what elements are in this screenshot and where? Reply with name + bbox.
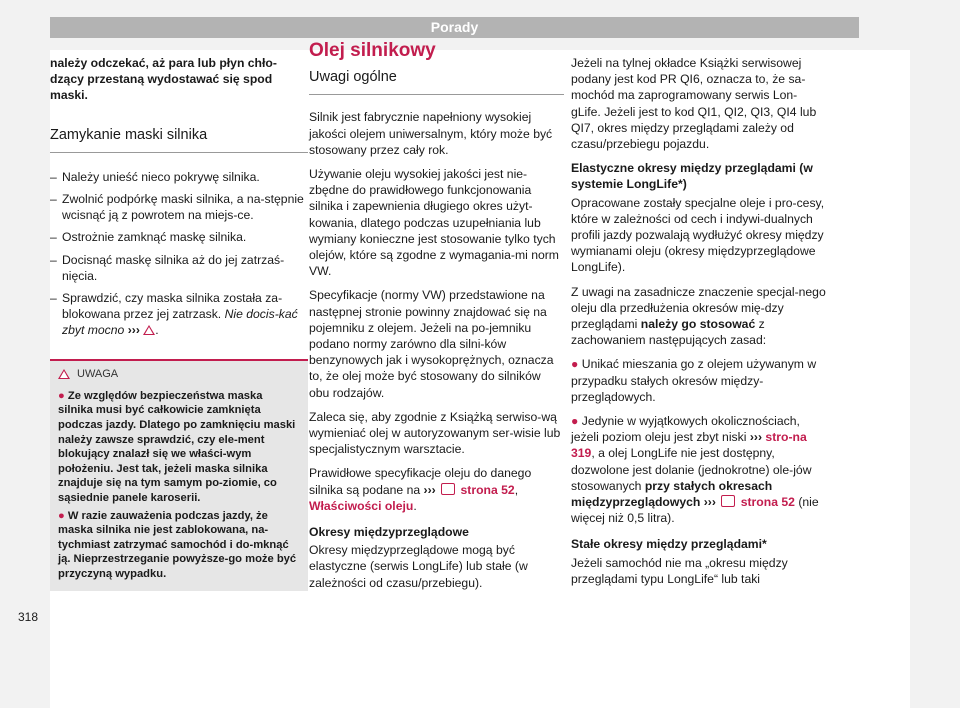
paragraph: Prawidłowe specyfikacje oleju do danego silnika są podane na ››› strona 52, Właściwości oleju. bbox=[309, 466, 532, 513]
list-item: ● Unikać mieszania go z olejem używanym w przypadku stałych okresów między-przeglądowych. bbox=[571, 357, 817, 404]
column-right bbox=[571, 55, 826, 595]
chapter-subtitle: Uwagi ogólne bbox=[309, 69, 564, 95]
warning-item: ● Ze względów bezpieczeństwa maska silnika musi być całkowicie zamknięta podczas jazdy. Dlatego po zamknięciu maski należy zawsze sprawdzić, czy ele-ment blokujący znalazł się we właści-wym położeniu. Jest tak, jeżeli maska silnika znajduje się na tym samym po-ziomie, co sąsiednie panele karoserii. bbox=[58, 389, 296, 504]
warning-icon bbox=[58, 369, 70, 379]
bullet-icon: ● bbox=[58, 509, 65, 522]
section-link[interactable]: Właściwości oleju bbox=[309, 498, 414, 513]
steps-list bbox=[50, 169, 308, 339]
subheading: Stałe okresy między przeglądami* bbox=[571, 537, 767, 552]
subheading: Elastyczne okresy między przeglądami (w systemie LongLife*) bbox=[571, 161, 813, 192]
subheading: Okresy międzyprzeglądowe bbox=[309, 525, 469, 540]
page-number: 318 bbox=[18, 610, 39, 624]
bullet-icon: ● bbox=[58, 389, 65, 402]
bullet-icon: ● bbox=[571, 357, 579, 372]
book-icon bbox=[441, 483, 455, 495]
list-item: – Ostrożnie zamknąć maskę silnika. bbox=[50, 230, 247, 245]
warning-label: UWAGA bbox=[77, 367, 119, 380]
bullet-icon: ● bbox=[571, 414, 579, 429]
section-title: Zamykanie maski silnika bbox=[50, 127, 308, 153]
page-ref-link[interactable]: strona 52 bbox=[460, 482, 515, 497]
column-left bbox=[50, 55, 308, 591]
paragraph: Zaleca się, aby zgodnie z Książką serwiso-wą wymieniać olej w autoryzowanym ser-wisie lub specjalistycznym warsztacie. bbox=[309, 409, 561, 457]
page-ref-link[interactable]: strona 52 bbox=[740, 495, 795, 510]
paragraph: Używanie oleju wysokiej jakości jest nie-zbędne do prawidłowego funkcjonowania silnika i zapewnienia długiego okres użyt-kowania, dlatego podczas uzupełniania lub wymiany konieczne jest stosowanie tylko tych olejów, które są zgodne z wymagania-mi norm VW. bbox=[309, 167, 559, 279]
see-note: Nie docis-kać zbyt mocno bbox=[62, 307, 298, 338]
page-header bbox=[50, 17, 859, 38]
list-item: ● Jedynie w wyjątkowych okolicznościach, jeżeli poziom oleju jest zbyt niski ››› stro-na 319, a olej LongLife nie jest dostępny, dozwolone jest dolanie (jednokrotne) ole-jów stosowanych przy stałych okresach międzyprzeglądowych ››› strona 52 (nie więcej niż 0,5 litra). bbox=[571, 414, 819, 526]
paragraph: Specyfikacje (normy VW) przedstawione na następnej stronie powinny znajdować się na pojemniku z olejem. Jeżeli na po-jemniku podano normy zarówno dla silni-ków benzynowych jak i wysokoprężnych, oznacza to, że olej może być stosowany do silników obu rodzajów. bbox=[309, 288, 554, 400]
list-item: – Zwolnić podpórkę maski silnika, a na-stępnie wcisnąć ją z powrotem na miejs-ce. bbox=[50, 192, 304, 223]
list-item: – Należy unieść nieco pokrywę silnika. bbox=[50, 169, 260, 184]
paragraph: Opracowane zostały specjalne oleje i pro-cesy, które w zależności od cech i indywi-dualnych profili jazdy pozwalają wydłużyć okresy między wymianami oleju (okresy międzyprzeglądowe LongLife). bbox=[571, 195, 825, 275]
paragraph: Jeżeli na tylnej okładce Książki serwisowej podany jest kod PR QI6, oznacza to, że sa-mochód ma zaprogramowany serwis Lon-gLife. Jeżeli jest to kod QI1, QI2, QI3, QI4 lub QI7, okres między przeglądami zależy od czasu/przebiegu pojazdu. bbox=[571, 56, 817, 152]
warning-icon bbox=[143, 325, 155, 335]
intro-text: należy odczekać, aż para lub płyn chło-dzący przestaną wydostawać się spod maski. bbox=[50, 56, 277, 103]
list-item: – Sprawdzić, czy maska silnika została za-blokowana przez jej zatrzask. Nie docis-kać zbyt mocno ››› . bbox=[50, 291, 298, 338]
column-middle bbox=[309, 40, 564, 599]
warning-item: ● W razie zauważenia podczas jazdy, że maska silnika nie jest zablokowana, na-tychmiast zatrzymać samochód i do-mknąć ją. Nieprzestrzeganie powyższe-go może być przyczyną wypadku. bbox=[58, 509, 297, 580]
warning-body bbox=[50, 387, 308, 591]
warning-header bbox=[50, 359, 308, 387]
arrow-link[interactable]: ››› bbox=[127, 323, 140, 338]
paragraph: Jeżeli samochód nie ma „okresu między przeglądami typu LongLife“ lub taki bbox=[571, 555, 788, 586]
chapter-title: Olej silnikowy bbox=[309, 40, 436, 61]
paragraph: Silnik jest fabrycznie napełniony wysokiej jakości olejem uniwersalnym, który może być stosowany przez cały rok. bbox=[309, 110, 553, 157]
warning-box bbox=[50, 359, 308, 591]
list-item: – Docisnąć maskę silnika aż do jej zatrzaś-nięcia. bbox=[50, 252, 285, 283]
page-ref-link[interactable]: stro-na 319 bbox=[571, 430, 807, 461]
paragraph: Z uwagi na zasadnicze znaczenie specjal-nego oleju dla przedłużenia okresów mię-dzy przeglądami należy go stosować z zachowaniem następujących zasad: bbox=[571, 284, 826, 348]
paragraph: Okresy międzyprzeglądowe mogą być elastyczne (serwis LongLife) lub stałe (w zależności od czasu/przebiegu). bbox=[309, 543, 528, 590]
header-title: Porady bbox=[430, 19, 479, 35]
book-icon bbox=[721, 495, 735, 507]
